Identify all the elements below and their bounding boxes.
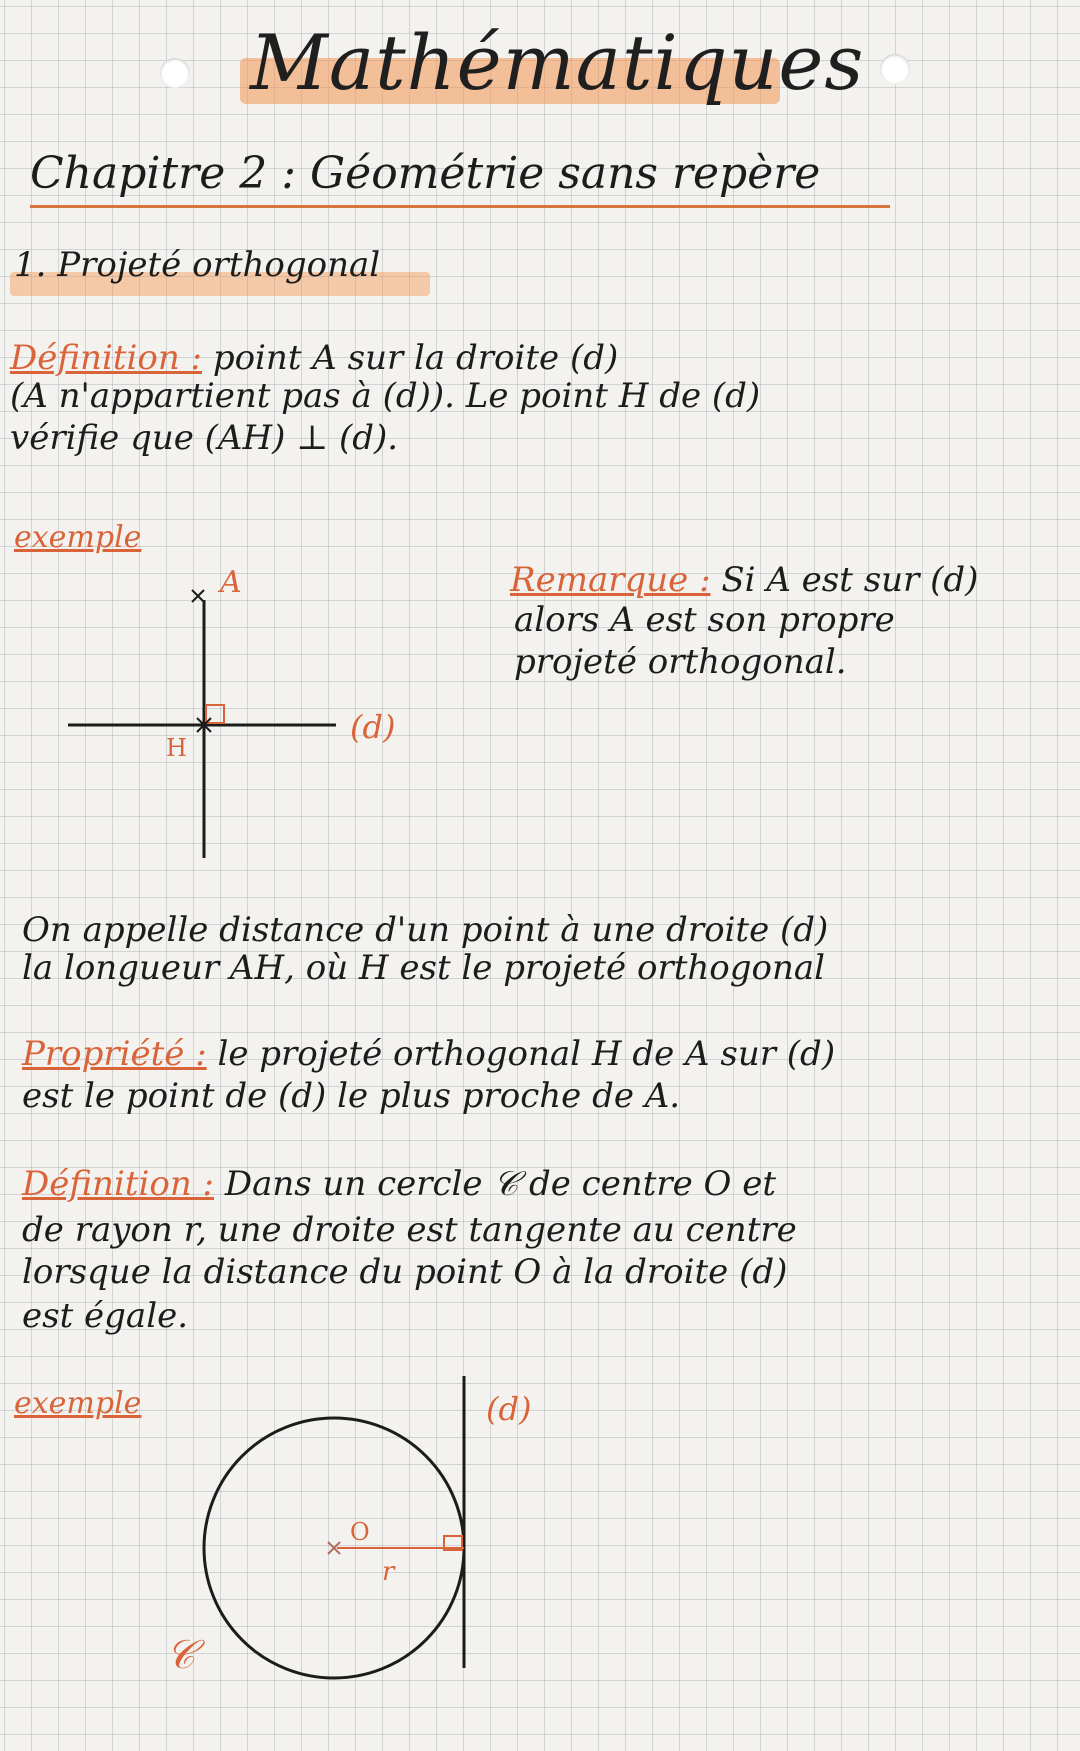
definition-2-line3: lorsque la distance du point O à la droite (d) bbox=[22, 1252, 788, 1292]
section-heading: 1. Projeté orthogonal bbox=[14, 245, 381, 285]
center-label: O bbox=[350, 1518, 370, 1546]
example-2-label: exemple bbox=[14, 1386, 142, 1421]
tangent-line-label: (d) bbox=[486, 1390, 532, 1428]
point-h-label: H bbox=[166, 734, 187, 762]
remark-label: Remarque : bbox=[510, 560, 711, 600]
definition-1-label: Définition : bbox=[10, 338, 202, 378]
remark-line2: alors A est son propre bbox=[514, 600, 895, 640]
distance-line1: On appelle distance d'un point à une droite (d) bbox=[22, 910, 829, 950]
property-line1: le projeté orthogonal H de A sur (d) bbox=[217, 1034, 836, 1074]
property bbox=[22, 1036, 835, 1072]
definition-2 bbox=[22, 1166, 776, 1202]
line-d-label: (d) bbox=[350, 708, 396, 746]
definition-1-line2: (A n'appartient pas à (d)). Le point H de (d) bbox=[10, 376, 761, 416]
definition-2-line4: est égale. bbox=[22, 1296, 188, 1336]
definition-2-line2: de rayon r, une droite est tangente au centre bbox=[22, 1210, 797, 1250]
page-title: Mathématiques bbox=[250, 18, 865, 107]
remark-line1: Si A est sur (d) bbox=[721, 560, 979, 600]
circle-label: 𝒞 bbox=[166, 1632, 196, 1678]
chapter-heading: Chapitre 2 : Géométrie sans repère bbox=[30, 148, 821, 199]
remark-line3: projeté orthogonal. bbox=[514, 642, 847, 682]
property-label: Propriété : bbox=[22, 1034, 207, 1074]
remark bbox=[510, 562, 978, 598]
point-a-label: A bbox=[220, 565, 242, 600]
definition-1-line3: vérifie que (AH) ⊥ (d). bbox=[10, 418, 399, 458]
definition-2-label: Définition : bbox=[22, 1164, 214, 1204]
distance-line2: la longueur AH, où H est le projeté orthogonal bbox=[22, 948, 826, 988]
definition-1-line1: point A sur la droite (d) bbox=[212, 338, 619, 378]
definition-2-line1: Dans un cercle 𝒞 de centre O et bbox=[224, 1164, 777, 1204]
property-line2: est le point de (d) le plus proche de A. bbox=[22, 1076, 681, 1116]
example-1-label: exemple bbox=[14, 520, 142, 555]
radius-label: r bbox=[382, 1557, 395, 1587]
